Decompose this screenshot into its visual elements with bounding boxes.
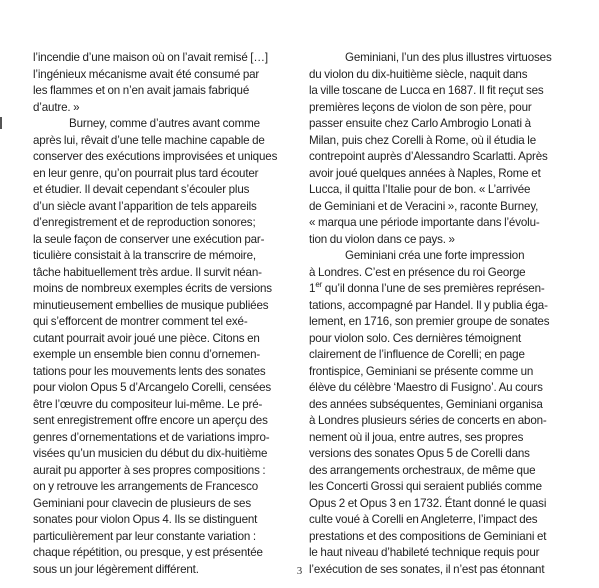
text-line: « marqua une période importante dans l’évolu- <box>309 216 540 229</box>
text-line: genres d’ornementations et de variations impro- <box>33 430 270 444</box>
text-line: d’un siècle avant l’apparition de tels appareils <box>33 199 257 213</box>
text-line: d’enregistrement et de reproduction sonores; <box>33 216 256 229</box>
text-line: Geminiani créa une forte impression <box>345 249 525 262</box>
text-line: pour violon Opus 5 d’Arcangelo Corelli, censées <box>33 381 272 394</box>
text-line: les flammes et on n’en avait jamais fabriqué <box>33 84 250 97</box>
text-line: ticulière consistait à la transcrire de mémoire, <box>33 249 257 262</box>
text-line: de Geminiani et de Veracini », raconte Burney, <box>309 199 539 213</box>
text-line: nement où il joua, entre autres, ses propres <box>309 430 524 444</box>
text-line: l’exécution de ses sonates, il n’est pas étonnant <box>309 562 545 576</box>
text-line: la seule façon de conserver une exécution par- <box>33 232 265 246</box>
text-line: lement, en 1716, son premier groupe de sonates <box>309 315 550 328</box>
text-line: tâche habituellement très ardue. Il survit néan- <box>33 265 262 279</box>
text-line: passer ensuite chez Carlo Ambrogio Lonati à <box>309 117 531 130</box>
text-line: en leur genre, qu’on pourrait plus tard écouter <box>33 166 259 180</box>
text-line: d’autre. » <box>33 100 80 114</box>
text-line: frontispice, Geminiani se présente comme un <box>309 364 534 378</box>
text-line: Geminiani, l’un des plus illustres virtuoses <box>345 51 552 64</box>
text-line: avoir joué quelques années à Naples, Rome et <box>309 166 541 180</box>
text-line: moins de nombreux exemples écrits de versions <box>33 282 272 295</box>
text-line: être l’œuvre du compositeur lui-même. Le pré- <box>33 397 263 411</box>
text-line: du violon du dix-huitième siècle, naquit dans <box>309 67 528 81</box>
text-line: des arrangements orchestraux, de même que <box>309 463 536 477</box>
text-line: versions des sonates Opus 5 de Corelli dans <box>309 447 530 460</box>
text-line: particulièrement par leur constante variation : <box>33 529 256 543</box>
text-line: tations pour les mouvements lents des sonates <box>33 364 266 378</box>
text-line: conserver des exécutions improvisées et uniques <box>33 150 278 163</box>
text-line: l’incendie d’une maison où on l’avait remisé […] <box>33 51 268 64</box>
text-line: Opus 2 et Opus 3 en 1732. Étant donné le quasi <box>309 496 547 510</box>
margin-mark <box>0 117 2 129</box>
text-line: 1er qu’il donna l’une de ses premières représen- <box>309 280 545 295</box>
text-line: sous un jour légèrement différent. <box>33 562 199 576</box>
text-line: on y retrouve les arrangements de Francesco <box>33 480 259 493</box>
text-line: Milan, puis chez Corelli à Rome, où il étudia le <box>309 133 536 147</box>
page-number: 3 <box>296 565 303 577</box>
right-text-column <box>309 50 571 578</box>
text-line: chaque répétition, ou presque, y est présentée <box>33 546 263 559</box>
text-line: exemple un ensemble bien connu d’ornemen- <box>33 348 261 361</box>
text-line: culte voué à Corelli en Angleterre, l’impact des <box>309 513 538 526</box>
text-line: visées qu’un musicien du début du dix-huitième <box>33 447 268 460</box>
text-line: les Concerti Grossi qui seraient publiés comme <box>309 480 542 493</box>
text-line: aurait pu apporter à ses propres compositions : <box>33 463 266 477</box>
text-line: sonates pour violon Opus 4. Ils se distinguent <box>33 513 258 526</box>
text-line: pour violon solo. Ces dernières témoignent <box>309 331 522 345</box>
text-line: Burney, comme d’autres avant comme <box>69 117 260 130</box>
text-line: le haut niveau d’habileté technique requis pour <box>309 546 540 559</box>
text-line: tations, accompagné par Handel. Il y publia éga- <box>309 298 548 312</box>
text-line: minutieusement embellies de musique publiées <box>33 298 269 312</box>
text-line: à Londres. C’est en présence du roi George <box>309 265 526 279</box>
text-line: des années subséquentes, Geminiani organisa <box>309 397 543 411</box>
text-line: Lucca, il quitta l’Italie pour de bon. « L’arrivée <box>309 183 531 196</box>
text-line: qui s’efforcent de montrer comment tel exé- <box>33 315 248 328</box>
text-line: tion du violon dans ce pays. » <box>309 232 455 246</box>
text-line: clairement de l’influence de Corelli; en page <box>309 348 525 361</box>
text-line: prestations et des compositions de Geminiani et <box>309 529 547 543</box>
text-line: sent enregistrement offre encore un aperçu des <box>33 414 268 427</box>
text-line: à Londres plusieurs séries de concerts en abon- <box>309 414 547 427</box>
text-line: premières leçons de violon de son père, pour <box>309 100 532 114</box>
text-line: l’ingénieux mécanisme avait été consumé par <box>33 67 260 81</box>
text-line: après lui, rêvait d’une telle machine capable de <box>33 133 265 147</box>
text-line: Geminiani pour clavecin de plusieurs de ses <box>33 496 251 510</box>
text-line: cutant pourrait avoir joué une pièce. Citons en <box>33 331 260 345</box>
text-line: contrepoint auprès d’Alessandro Scarlatti. Après <box>309 150 548 163</box>
text-line: la ville toscane de Lucca en 1687. Il fit reçut ses <box>309 84 544 97</box>
text-line: et étudier. Il devait cependant s’écouler plus <box>33 183 250 196</box>
left-text-column <box>33 50 289 578</box>
text-line: élève du célèbre ‘Maestro di Fusigno’. Au cours <box>309 381 543 394</box>
